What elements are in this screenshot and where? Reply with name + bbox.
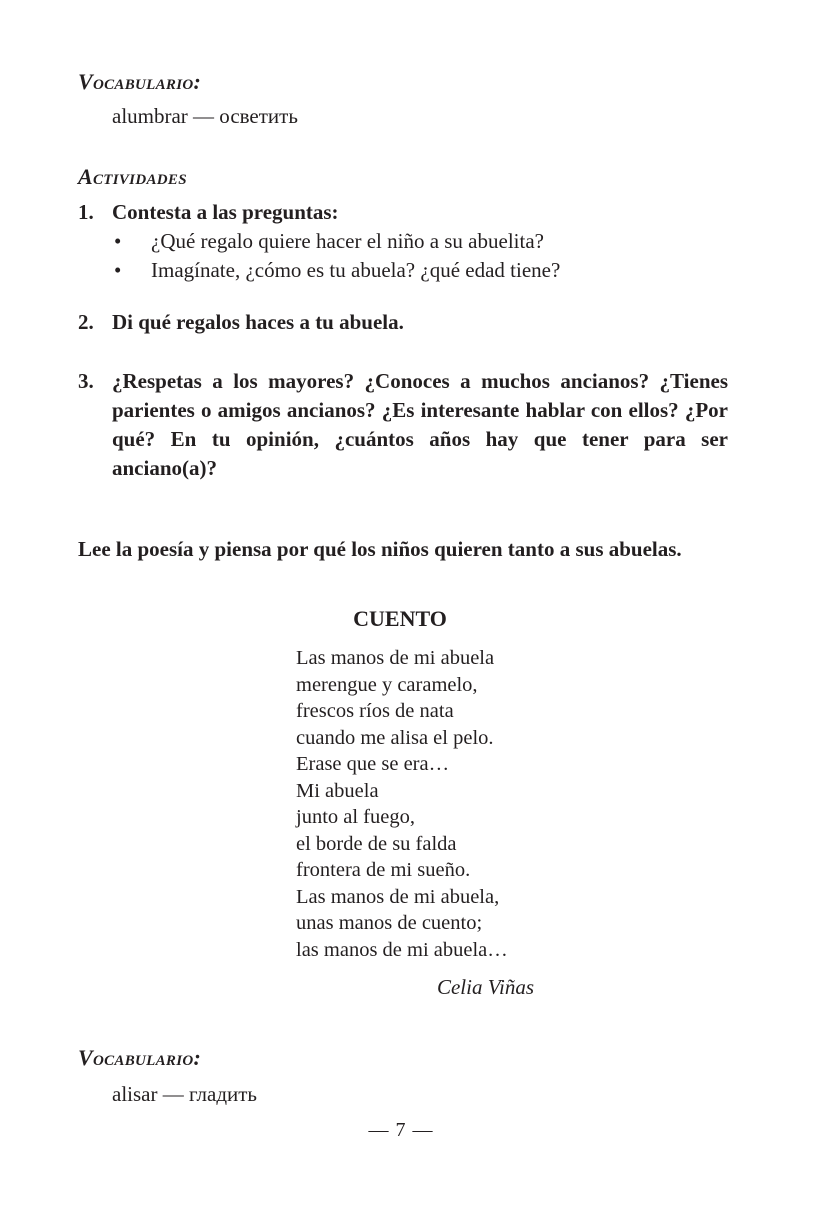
poem-line: Las manos de mi abuela: [296, 647, 495, 669]
list-item: • Imagínate, ¿cómo es tu abuela? ¿qué edad tiene?: [112, 256, 728, 285]
poem-line: junto al fuego,: [296, 806, 415, 828]
activity-item-2: [78, 308, 728, 337]
activity-number: 3.: [78, 369, 94, 393]
activity-item-1: [78, 198, 728, 285]
poem-author: Celia Viñas: [436, 975, 534, 999]
vocabulary-entry: alumbrar — осветить: [112, 104, 298, 128]
list-item: • ¿Qué regalo quiere hacer el niño a su abuelita?: [112, 227, 728, 256]
poem-line: el borde de su falda: [296, 832, 457, 855]
poem-line: frescos ríos de nata: [296, 700, 454, 722]
poem-line: Erase que se era…: [296, 753, 450, 775]
question-list: [112, 227, 728, 285]
reading-instruction: Lee la poesía y piensa por qué los niños quieren tanto a sus abuelas.: [78, 537, 682, 561]
activity-text: Di qué regalos haces a tu abuela.: [112, 310, 404, 334]
activities-heading: Actividades: [78, 164, 187, 189]
activity-text: ¿Respetas a los mayores? ¿Conoces a muchos ancianos? ¿Tienes parientes o amigos ancianos? ¿Es interesante hablar con ellos? ¿Por qué? En tu opinión, ¿cuántos años hay que tener para ser anciano(a)?: [112, 369, 728, 480]
activity-number: 2.: [78, 310, 94, 334]
poem-line: unas manos de cuento;: [296, 912, 483, 934]
poem-line: las manos de mi abuela…: [296, 938, 508, 961]
vocabulary-entry: alisar — гладить: [112, 1082, 258, 1106]
poem-line: merengue y caramelo,: [296, 673, 478, 696]
poem-line: Las manos de mi abuela,: [296, 885, 500, 908]
activity-item-3: [78, 367, 728, 483]
poem-title: CUENTO: [353, 606, 447, 631]
poem-body: [296, 645, 508, 963]
vocabulary-heading: Vocabulario:: [78, 1045, 202, 1070]
activity-number: 1.: [78, 200, 94, 224]
vocabulary-heading: Vocabulario:: [78, 69, 202, 94]
poem-line: Mi abuela: [296, 779, 379, 802]
poem-line: frontera de mi sueño.: [296, 859, 471, 881]
page-number: — 7 —: [368, 1119, 434, 1141]
activity-text: Contesta a las preguntas:: [112, 200, 339, 224]
poem-line: cuando me alisa el pelo.: [296, 726, 494, 749]
